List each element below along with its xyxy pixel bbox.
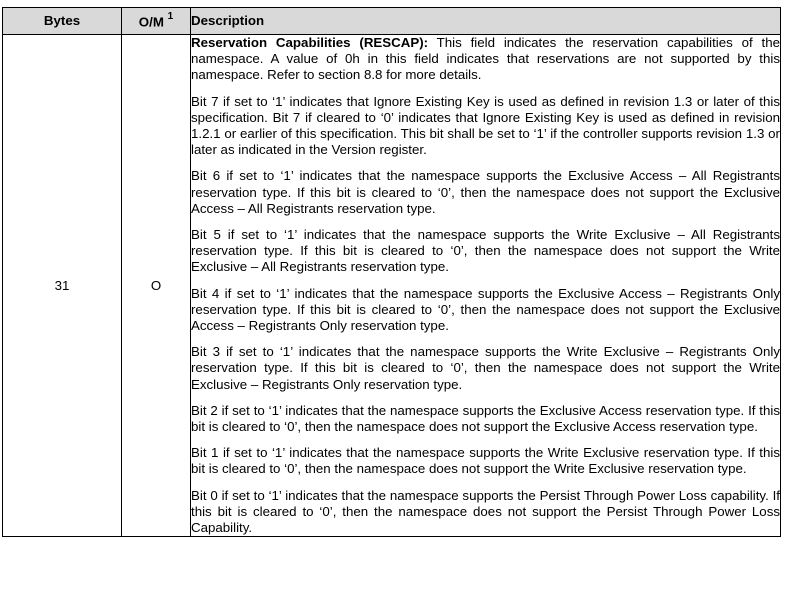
field-intro-text: This field indicates the reservation capabilities of the namespace. A value of 0h in this field indicates that reservations are not supported by this namespace. Refer to section 8.8 for more details. (191, 35, 780, 83)
om-cell: O (122, 35, 191, 537)
bytes-cell: 31 (3, 35, 122, 537)
bit-7-paragraph: Bit 7 if set to ‘1’ indicates that Ignore Existing Key is used as defined in revision 1.3 or later of this specification. Bit 7 if cleared to ‘0’ indicates that Ignore Existing Key is used as defined in revision 1.2.1 or earlier of this specification. This bit shall be set to ‘1’ if the controller supports revision 1.3 or later as indicated in the Version register. (191, 93, 780, 158)
header-bytes: Bytes (3, 8, 122, 35)
field-name: Reservation Capabilities (RESCAP): (191, 35, 429, 50)
bit-4-paragraph: Bit 4 if set to ‘1’ indicates that the namespace supports the Exclusive Access – Registrants Only reservation type. If this bit is cleared to ‘0’, then the namespace does not support the Exclusive Access – Registrants Only reservation type. (191, 285, 780, 334)
description-cell (191, 35, 781, 537)
table-row (3, 35, 781, 537)
bit-1-paragraph: Bit 1 if set to ‘1’ indicates that the namespace supports the Write Exclusive reservation type. If this bit is cleared to ‘0’, then the namespace does not support the Write Exclusive reservation type. (191, 445, 780, 477)
header-om (122, 8, 191, 35)
rescap-spec-table (2, 7, 781, 537)
bit-5-paragraph: Bit 5 if set to ‘1’ indicates that the namespace supports the Write Exclusive – All Registrants reservation type. If this bit is cleared to ‘0’, then the namespace does not support the Write Exclusive – All Registrants reservation type. (191, 227, 780, 275)
bit-2-paragraph: Bit 2 if set to ‘1’ indicates that the namespace supports the Exclusive Access reservation type. If this bit is cleared to ‘0’, then the namespace does not support the Exclusive Access reservation type. (191, 402, 780, 435)
bit-6-paragraph: Bit 6 if set to ‘1’ indicates that the namespace supports the Exclusive Access – All Registrants reservation type. If this bit is cleared to ‘0’, then the namespace does not support the Exclusive Access – All Registrants reservation type. (191, 168, 780, 216)
header-description: Description (191, 8, 781, 35)
header-om-label: O/M (138, 14, 164, 30)
table-header-row (3, 8, 781, 35)
field-intro-paragraph (191, 35, 780, 84)
bit-0-paragraph: Bit 0 if set to ‘1’ indicates that the namespace supports the Persist Through Power Loss capability. If this bit is cleared to ‘0’, then the namespace does not support the Persist Through Power Loss Capability. (191, 487, 780, 536)
header-om-footnote: 1 (167, 11, 174, 23)
bit-3-paragraph: Bit 3 if set to ‘1’ indicates that the namespace supports the Write Exclusive – Registrants Only reservation type. If this bit is cleared to ‘0’, then the namespace does not support the Write Exclusive – Registrants Only reservation type. (191, 344, 780, 392)
